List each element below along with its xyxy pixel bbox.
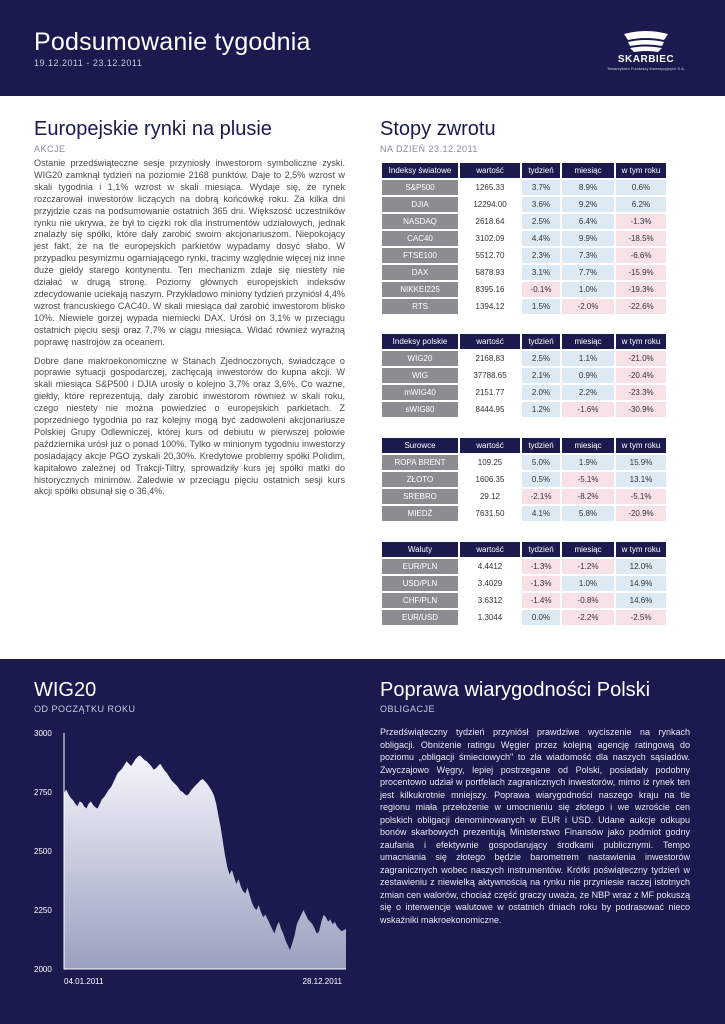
- returns-table: [380, 334, 668, 419]
- table-cell: 29.12: [460, 489, 520, 506]
- column-header: w tym roku: [616, 163, 666, 178]
- table-row: [382, 385, 666, 402]
- column-header: tydzień: [522, 334, 560, 349]
- x-tick-label: 04.01.2011: [64, 977, 104, 986]
- europe-subtitle: AKCJE: [34, 144, 66, 154]
- table-cell: 2.3%: [522, 248, 560, 265]
- table-cell: 3.1%: [522, 265, 560, 282]
- table-row: [382, 610, 666, 627]
- table-cell: 5.0%: [522, 453, 560, 472]
- y-tick-label: 3000: [34, 729, 52, 738]
- table-cell: -22.6%: [616, 299, 666, 316]
- instrument-name: USD/PLN: [382, 576, 458, 593]
- returns-title: Stopy zwrotu: [380, 118, 496, 140]
- poland-paragraph: Przedświąteczny tydzień przyniósł prawdziwe wyciszenie na rynkach obligacji. Obniżenie ratingu Węgier przez kolejną agencję ratingową do poziomu „obligacji śmieciowych" to zła wiadomość dla naszych sąsiadów. Zwyczajowo Węgry, lepiej postrzegane od Polski, posiadały podobny procentowo udział w portfelach zagranicznych inwestorów, mimo iż rynek ten jest kilkukrotnie mniejszy. Poprawa wiarygodności naszego kraju na tle regionu miała przełożenie w umocnieniu się złotego i we wzroście cen polskich obligacji denominowanych w EUR i USD. Udane aukcje odkupu bonów skarbowych prezentują Ministerstwo Finansów jako podmiot godny zaufania i efektywnie gospodarujący środkami publicznymi. Tempo umacniania się złotego będzie barometrem nastawienia inwestorów zagranicznych wobec naszych instrumentów. Krótki poświąteczny tydzień w zestawieniu z niewielką aktywnością na rynku nie przyniesie raczej istotnych zmian cen walorów, chociaż część graczy uważa, że NBP wraz z MF pokuszą się o interwencje walutowe w ostatnich dniach roku by podrasować nieco wskaźniki makroekonomiczne.: [380, 727, 690, 925]
- table-row: [382, 453, 666, 472]
- table-cell: -2.2%: [562, 610, 614, 627]
- table-cell: 4.4412: [460, 557, 520, 576]
- column-header: tydzień: [522, 163, 560, 178]
- table-cell: -6.6%: [616, 248, 666, 265]
- table-header-row: [382, 163, 666, 178]
- table-cell: 0.6%: [616, 178, 666, 197]
- poland-title: Poprawa wiarygodności Polski: [380, 679, 651, 701]
- y-tick-label: 2250: [34, 906, 52, 915]
- table-row: [382, 506, 666, 523]
- table-row: [382, 402, 666, 419]
- instrument-name: DAX: [382, 265, 458, 282]
- column-header: Indeksy światowe: [382, 163, 458, 178]
- y-tick-label: 2750: [34, 788, 52, 797]
- table-cell: -1.4%: [522, 593, 560, 610]
- table-cell: 1.0%: [562, 282, 614, 299]
- instrument-name: EUR/USD: [382, 610, 458, 627]
- instrument-name: DJIA: [382, 197, 458, 214]
- instrument-name: CAC40: [382, 231, 458, 248]
- table-cell: 9.9%: [562, 231, 614, 248]
- table-cell: -30.9%: [616, 402, 666, 419]
- table-cell: 5512.70: [460, 248, 520, 265]
- table-cell: -18.5%: [616, 231, 666, 248]
- table-cell: 37788.65: [460, 368, 520, 385]
- column-header: wartość: [460, 334, 520, 349]
- instrument-name: CHF/PLN: [382, 593, 458, 610]
- column-header: miesiąc: [562, 163, 614, 178]
- table-row: [382, 557, 666, 576]
- page-title: Podsumowanie tygodnia: [34, 28, 311, 56]
- column-header: miesiąc: [562, 334, 614, 349]
- table-cell: 8444.95: [460, 402, 520, 419]
- instrument-name: SREBRO: [382, 489, 458, 506]
- table-cell: -1.3%: [522, 557, 560, 576]
- table-cell: 6.2%: [616, 197, 666, 214]
- table-cell: 12294.00: [460, 197, 520, 214]
- wig-title: WIG20: [34, 679, 97, 701]
- table-cell: -0.1%: [522, 282, 560, 299]
- header-banner: [0, 0, 725, 96]
- table-cell: -8.2%: [562, 489, 614, 506]
- instrument-name: RTS: [382, 299, 458, 316]
- table-cell: 0.9%: [562, 368, 614, 385]
- poland-subtitle: OBLIGACJE: [380, 704, 436, 714]
- table-cell: -0.8%: [562, 593, 614, 610]
- table-row: [382, 593, 666, 610]
- returns-table: [380, 438, 668, 523]
- returns-table: [380, 163, 668, 316]
- column-header: Waluty: [382, 542, 458, 557]
- table-cell: 1.0%: [562, 576, 614, 593]
- instrument-name: FTSE100: [382, 248, 458, 265]
- table-cell: 2168.83: [460, 349, 520, 368]
- column-header: wartość: [460, 163, 520, 178]
- table-cell: 7631.50: [460, 506, 520, 523]
- instrument-name: sWIG80: [382, 402, 458, 419]
- column-header: wartość: [460, 542, 520, 557]
- column-header: Indeksy polskie: [382, 334, 458, 349]
- table-cell: 8395.16: [460, 282, 520, 299]
- instrument-name: MIEDŹ: [382, 506, 458, 523]
- table-row: [382, 576, 666, 593]
- instrument-name: EUR/PLN: [382, 557, 458, 576]
- table-cell: -1.6%: [562, 402, 614, 419]
- table-cell: -21.0%: [616, 349, 666, 368]
- table-cell: -1.3%: [616, 214, 666, 231]
- column-header: Surowce: [382, 438, 458, 453]
- table-cell: 1.5%: [522, 299, 560, 316]
- column-header: miesiąc: [562, 542, 614, 557]
- instrument-name: mWIG40: [382, 385, 458, 402]
- table-cell: -20.4%: [616, 368, 666, 385]
- table-cell: 7.3%: [562, 248, 614, 265]
- instrument-name: WIG20: [382, 349, 458, 368]
- instrument-name: NIKKEI225: [382, 282, 458, 299]
- table-cell: -2.5%: [616, 610, 666, 627]
- europe-title: Europejskie rynki na plusie: [34, 118, 272, 140]
- table-cell: -1.2%: [562, 557, 614, 576]
- table-cell: 4.1%: [522, 506, 560, 523]
- table-cell: -15.9%: [616, 265, 666, 282]
- y-tick-label: 2000: [34, 965, 52, 974]
- table-cell: -20.9%: [616, 506, 666, 523]
- table-header-row: [382, 438, 666, 453]
- returns-subtitle: NA DZIEŃ 23.12.2011: [380, 144, 478, 154]
- table-cell: 3.6312: [460, 593, 520, 610]
- table-cell: 2.5%: [522, 214, 560, 231]
- column-header: wartość: [460, 438, 520, 453]
- table-row: [382, 282, 666, 299]
- table-header-row: [382, 334, 666, 349]
- logo-subtitle: Towarzystwo Funduszy Inwestycyjnych S.A.: [606, 66, 686, 71]
- column-header: miesiąc: [562, 438, 614, 453]
- table-cell: 5.8%: [562, 506, 614, 523]
- table-cell: 12.0%: [616, 557, 666, 576]
- wig20-area-series: [64, 755, 346, 969]
- wig20-chart: [34, 727, 350, 1017]
- table-cell: 3102.09: [460, 231, 520, 248]
- table-row: [382, 214, 666, 231]
- instrument-name: ROPA BRENT: [382, 453, 458, 472]
- table-cell: 6.4%: [562, 214, 614, 231]
- table-cell: 2.5%: [522, 349, 560, 368]
- table-cell: -5.1%: [616, 489, 666, 506]
- table-cell: 14.9%: [616, 576, 666, 593]
- skarbiec-logo-icon: [600, 30, 692, 56]
- returns-table: [380, 542, 668, 627]
- table-row: [382, 248, 666, 265]
- table-cell: -23.3%: [616, 385, 666, 402]
- table-cell: 2.2%: [562, 385, 614, 402]
- table-row: [382, 265, 666, 282]
- column-header: w tym roku: [616, 334, 666, 349]
- table-cell: 1606.35: [460, 472, 520, 489]
- table-row: [382, 231, 666, 248]
- table-cell: 2151.77: [460, 385, 520, 402]
- table-cell: 5878.93: [460, 265, 520, 282]
- table-cell: 8.9%: [562, 178, 614, 197]
- table-row: [382, 472, 666, 489]
- table-cell: 109.25: [460, 453, 520, 472]
- table-cell: 1394.12: [460, 299, 520, 316]
- table-cell: -2.1%: [522, 489, 560, 506]
- table-cell: 9.2%: [562, 197, 614, 214]
- skarbiec-logo: [600, 30, 692, 74]
- table-cell: -19.3%: [616, 282, 666, 299]
- table-cell: 1.9%: [562, 453, 614, 472]
- logo-name: SKARBIEC: [617, 54, 675, 65]
- instrument-name: NASDAQ: [382, 214, 458, 231]
- table-cell: 1.1%: [562, 349, 614, 368]
- table-cell: 4.4%: [522, 231, 560, 248]
- instrument-name: WIG: [382, 368, 458, 385]
- table-cell: 14.6%: [616, 593, 666, 610]
- table-cell: -1.3%: [522, 576, 560, 593]
- instrument-name: ZŁOTO: [382, 472, 458, 489]
- table-row: [382, 178, 666, 197]
- table-row: [382, 349, 666, 368]
- table-cell: 1265.33: [460, 178, 520, 197]
- y-tick-label: 2500: [34, 847, 52, 856]
- europe-paragraph-1: Ostanie przedświąteczne sesje przyniosły inwestorom symboliczne zyski. WIG20 zamknął tydzień na poziomie 2168 punktów. Daje to 2,5% wzrost w skali tygodnia i 1,1% wzrost w skali miesiąca. Wydaje się, że rynek rozczarował inwestorów liczących na dobrą końcówkę roku. Za kilka dni przyjdzie czas na podsumowanie ostatnich 365 dni. Większość uczestników rynku nie ukrywa, że był to ciężki rok dla instrumentów udziałowych, jednak znalazły się spółki, które dały zarobić swoim akcjonariuszom. Niepokojący jest fakt, że na tle europejskich parkietów wypadamy dosyć słabo. W przypadku pesymizmu ogarniającego rynki, tracimy względnie więcej niż inne duże giełdy starego kontynentu. Ten mechanizm zdaje się niestety nie działać w drugą stronę. Poziomy głównych europejskich indeksów zdecydowanie uciekają naszym. Przykładowo miniony tydzień przyniósł 4,4% wzrost francuskiego CAC40. W skali miesiąca dał zarobić inwestorom blisko 10%. Niewiele gorzej wypada niemiecki DAX. Urósł on 3,1% w przeciągu ostatnich pięciu sesji oraz 7,7% w ciągu miesiąca. Widać również wyraźną poprawę nastrojów za oceanem.: [34, 158, 345, 347]
- table-cell: 3.4029: [460, 576, 520, 593]
- table-row: [382, 299, 666, 316]
- table-cell: 0.0%: [522, 610, 560, 627]
- table-cell: 2618.64: [460, 214, 520, 231]
- table-cell: 0.5%: [522, 472, 560, 489]
- table-cell: 1.2%: [522, 402, 560, 419]
- table-cell: 15.9%: [616, 453, 666, 472]
- table-cell: 2.0%: [522, 385, 560, 402]
- poland-article: [380, 726, 690, 933]
- table-cell: 3.7%: [522, 178, 560, 197]
- table-cell: -2.0%: [562, 299, 614, 316]
- table-cell: 1.3044: [460, 610, 520, 627]
- table-row: [382, 197, 666, 214]
- table-cell: 3.6%: [522, 197, 560, 214]
- x-tick-label: 28.12.2011: [302, 977, 342, 986]
- column-header: tydzień: [522, 542, 560, 557]
- table-header-row: [382, 542, 666, 557]
- column-header: w tym roku: [616, 438, 666, 453]
- europe-article: [34, 158, 345, 505]
- wig-subtitle: OD POCZĄTKU ROKU: [34, 704, 136, 714]
- column-header: w tym roku: [616, 542, 666, 557]
- table-cell: 2.1%: [522, 368, 560, 385]
- table-cell: 7.7%: [562, 265, 614, 282]
- column-header: tydzień: [522, 438, 560, 453]
- table-cell: -5.1%: [562, 472, 614, 489]
- date-range: 19.12.2011 - 23.12.2011: [34, 58, 143, 68]
- table-row: [382, 489, 666, 506]
- table-cell: 13.1%: [616, 472, 666, 489]
- table-row: [382, 368, 666, 385]
- europe-paragraph-2: Dobre dane makroekonomiczne w Stanach Zjednoczonych, świadczące o poprawie sytuacji gospodarczej, zachęcają inwestorów do kupna akcji. W skali miesiąca S&P500 i DJIA urosły o kolejno 3,7% oraz 3,6%. Co ważne, giełdy, które reprezentują, dały zarobić inwestorom również w skali roku, czego niestety nie można powiedzieć o europejskich parkietach. Z poprzedniego tygodnia po raz kolejny mogą być zadowoleni akcjonariusze Polskiej Grupy Odlewniczej, której kurs od debiutu w pierwszej połowie października urósł już o ponad 100%. Tylko w minionym tygodniu inwestorzy posiadający akcje PGO zyskali 20,30%. Kredytowe problemy spółki Polidim, kapitałowo zależnej od Trakcji-Tiltry, sprowadziły kurs jej spółki matki do historycznych minimów. Zaledwie w przeciągu pięciu ostatnich sesji kurs akcji spółki obsunął się o 36,4%.: [34, 355, 345, 497]
- instrument-name: S&P500: [382, 178, 458, 197]
